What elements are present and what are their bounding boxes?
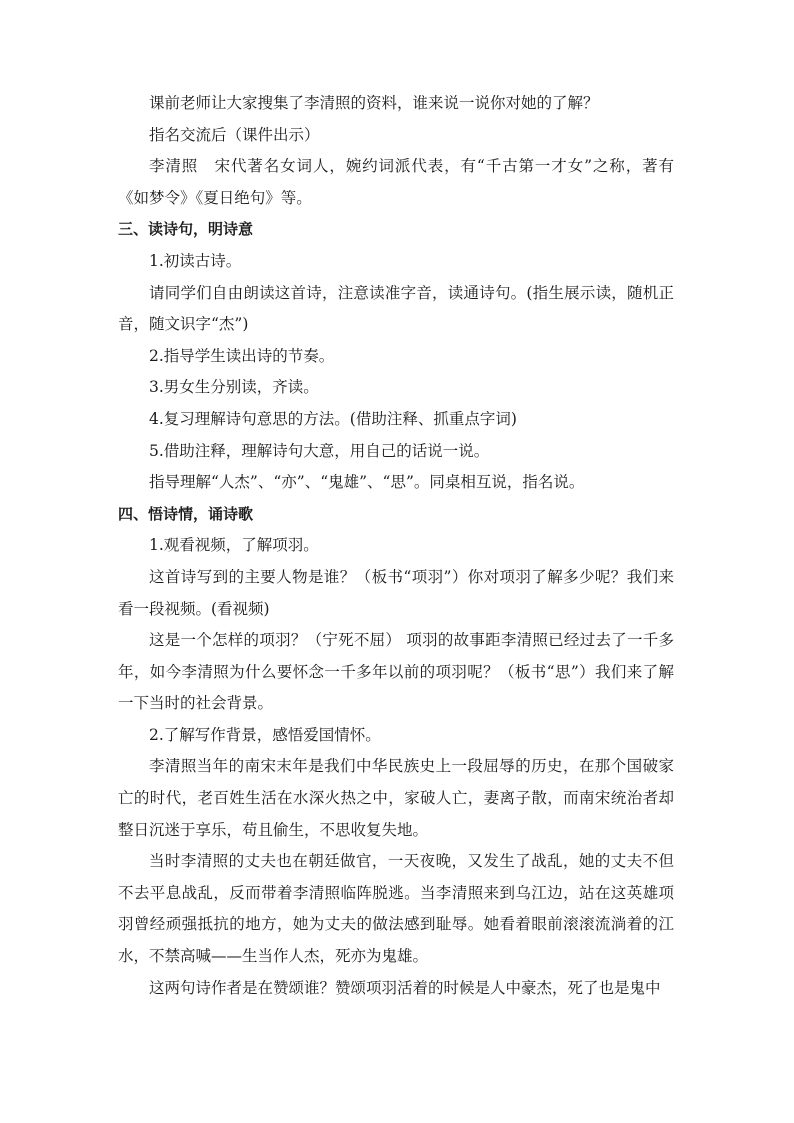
paragraph: 指名交流后（课件出示） xyxy=(149,125,320,144)
paragraph: 2.了解写作背景，感悟爱国情怀。 xyxy=(149,725,381,744)
section-heading: 三、读诗句，明诗意 xyxy=(118,220,254,239)
paragraph: 2.指导学生读出诗的节奏。 xyxy=(149,346,335,365)
paragraph: 课前老师让大家搜集了李清照的资料，谁来说一说你对她的了解？ xyxy=(149,94,599,112)
paragraph: 这两句诗作者是在赞颂谁？赞颂项羽活着的时候是人中豪杰，死了也是鬼中 xyxy=(149,978,661,997)
paragraph: 1.初读古诗。 xyxy=(149,251,242,270)
paragraph: 李清照当年的南宋末年是我们中华民族史上一段屈辱的历史，在那个国破家亡的时代，老百姓生活在水深火热之中，家破人亡，妻离子散，而南宋统治者却整日沉迷于享乐，苟且偷生，不思收复失地。 xyxy=(118,757,674,839)
paragraph: 1.观看视频，了解项羽。 xyxy=(149,536,319,555)
paragraph: 当时李清照的丈夫也在朝廷做官，一天夜晚，又发生了战乱，她的丈夫不但不去平息战乱，反而带着李清照临阵脱逃。当李清照来到乌江边，站在这英雄项羽曾经顽强抵抗的地方，她为丈夫的做法感到耻辱。她看着眼前滚滚流淌着的江水，不禁高喊——生当作人杰，死亦为鬼雄。 xyxy=(118,852,674,966)
paragraph: 3.男女生分别读，齐读。 xyxy=(149,378,319,397)
section-heading: 四、悟诗情，诵诗歌 xyxy=(118,504,254,523)
paragraph: 这首诗写到的主要人物是谁？（板书“项羽”）你对项羽了解多少呢？我们来看一段视频。(看视频) xyxy=(118,567,674,618)
paragraph: 李清照 宋代著名女词人，婉约词派代表，有“千古第一才女”之称，著有《如梦令》《夏日绝句》等。 xyxy=(118,157,674,207)
paragraph: 这是一个怎样的项羽？（宁死不屈） 项羽的故事距李清照已经过去了一千多年，如今李清照为什么要怀念一千多年以前的项羽呢？（板书“思”）我们来了解一下当时的社会背景。 xyxy=(118,631,674,713)
paragraph: 4.复习理解诗句意思的方法。(借助注释、抓重点字词) xyxy=(149,409,517,428)
paragraph: 5.借助注释，理解诗句大意，用自己的话说一说。 xyxy=(149,441,490,460)
document-page xyxy=(118,88,674,1004)
paragraph: 指导理解“人杰”、“亦”、“鬼雄”、“思”。同桌相互说，指名说。 xyxy=(149,473,585,492)
paragraph: 请同学们自由朗读这首诗，注意读准字音，读通诗句。(指生展示读，随机正音，随文识字“杰”) xyxy=(118,283,674,334)
